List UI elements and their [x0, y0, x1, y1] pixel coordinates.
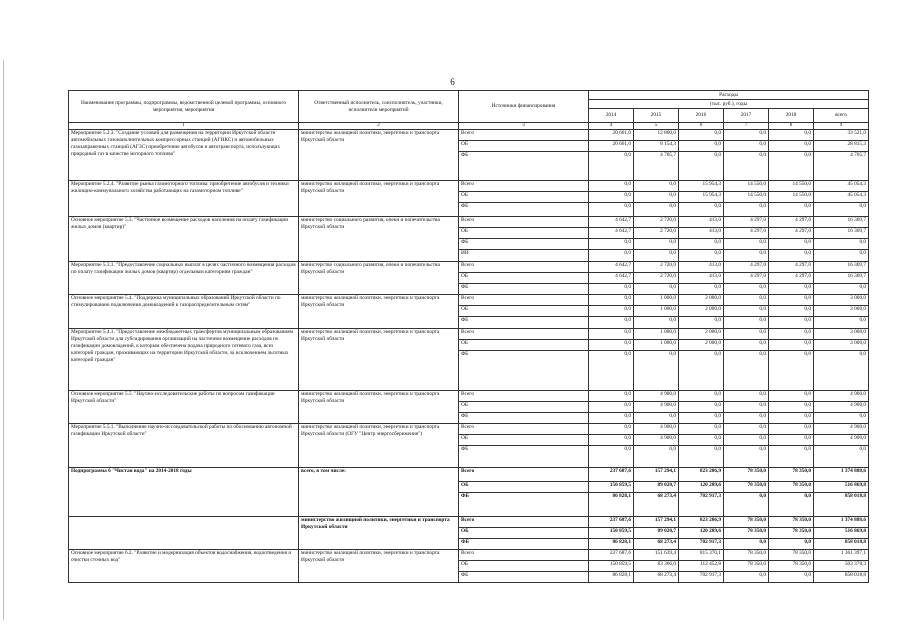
- year-value: 0,0: [769, 239, 814, 250]
- year-value: 4 297,0: [724, 228, 769, 239]
- funding-source: ФБ: [459, 446, 589, 468]
- responsible-executor: министерство социального развития, опеки и попечительства Иркутской области: [299, 217, 459, 262]
- table-row: [69, 517, 869, 528]
- year-value: 0,0: [679, 413, 724, 424]
- year-value: 237 687,6: [589, 468, 634, 482]
- responsible-executor: министерство жилищной политики, энергетики и транспорта Иркутской области: [299, 295, 459, 329]
- funding-source: ОБ: [459, 228, 589, 239]
- year-value: 1 000,0: [634, 329, 679, 340]
- header-year: 2018: [769, 109, 814, 123]
- header-responsible: Ответственный исполнитель, соисполнитель, участники, исполнители мероприятий: [299, 91, 459, 123]
- year-value: 4 900,0: [634, 391, 679, 402]
- year-value: 86 828,1: [589, 539, 634, 550]
- year-value: 0,0: [679, 250, 724, 262]
- year-value: 15 954,3: [679, 192, 724, 203]
- year-value: 2 000,0: [679, 340, 724, 351]
- year-value: 0,0: [589, 203, 634, 217]
- funding-source: Всего: [459, 424, 589, 435]
- funding-source: Всего: [459, 295, 589, 306]
- funding-source: ФБ: [459, 203, 589, 217]
- column-number: 1: [69, 123, 299, 130]
- year-value: 0,0: [769, 446, 814, 468]
- total-value: 3 000,0: [814, 340, 869, 351]
- funding-source: ОБ: [459, 192, 589, 203]
- program-name: Мероприятие 5.4.1. "Предоставление межбюджетных трансфертов муниципальным образованиям Иркутской области для субсидирования организаций на частичное возмещение расходов по газификации домовладений, к которым обеспечена подача природного сетевого газа, всех категорий граждан, проживающих на территории Иркутской области, за исключением льготных категорий граждан": [69, 329, 299, 391]
- year-value: 4 642,7: [589, 228, 634, 239]
- program-name: Основное мероприятие 5.5. "Научно-исследовательские работы по вопросам газификации Иркутской области": [69, 391, 299, 424]
- funding-source: Всего: [459, 130, 589, 141]
- year-value: 702 917,3: [679, 539, 724, 550]
- year-value: 0,0: [679, 130, 724, 141]
- year-value: 0,0: [679, 239, 724, 250]
- year-value: 78 350,0: [724, 482, 769, 493]
- year-value: 157 294,1: [634, 468, 679, 482]
- year-value: 0,0: [589, 250, 634, 262]
- funding-source: ИИ: [459, 250, 589, 262]
- year-value: 0,0: [724, 572, 769, 583]
- table-row: [69, 181, 869, 192]
- funding-source: ОБ: [459, 141, 589, 152]
- total-value: 1 374 888,6: [814, 468, 869, 482]
- year-value: 0,0: [769, 351, 814, 391]
- header-year: 2017: [724, 109, 769, 123]
- year-value: 0,0: [679, 152, 724, 181]
- year-value: 0,0: [634, 413, 679, 424]
- total-value: 1 361 397,1: [814, 550, 869, 561]
- year-value: 0,0: [589, 329, 634, 340]
- total-value: 16 369,7: [814, 262, 869, 273]
- total-value: 503 378,3: [814, 561, 869, 572]
- year-value: 68 273,4: [634, 572, 679, 583]
- funding-source: Всего: [459, 181, 589, 192]
- year-value: 0,0: [679, 402, 724, 413]
- year-value: 4 297,0: [724, 217, 769, 228]
- year-value: 0,0: [724, 203, 769, 217]
- funding-source: ФБ: [459, 152, 589, 181]
- year-value: 0,0: [724, 141, 769, 152]
- year-value: 78 350,0: [769, 482, 814, 493]
- year-value: 413,0: [679, 273, 724, 284]
- funding-source: ФБ: [459, 539, 589, 550]
- year-value: 0,0: [634, 250, 679, 262]
- year-value: 0,0: [679, 203, 724, 217]
- year-value: 2 720,0: [634, 228, 679, 239]
- year-value: 0,0: [769, 306, 814, 317]
- year-value: 0,0: [589, 340, 634, 351]
- funding-source: ОБ: [459, 435, 589, 446]
- year-value: 4 900,0: [634, 435, 679, 446]
- total-value: 4 705,7: [814, 152, 869, 181]
- year-value: 4 297,0: [769, 228, 814, 239]
- responsible-executor: министерство жилищной политики, энергетики и транспорта Иркутской области: [299, 391, 459, 424]
- year-value: 0,0: [769, 141, 814, 152]
- year-value: 0,0: [724, 493, 769, 517]
- program-name: Мероприятие 5.5.1. "Выполнение научно-исследовательской работы по обоснованию автономной газификации Иркутской области": [69, 424, 299, 468]
- year-value: 14 550,0: [724, 181, 769, 192]
- funding-source: Всего: [459, 329, 589, 340]
- year-value: 2 000,0: [679, 329, 724, 340]
- total-value: 0,0: [814, 351, 869, 391]
- funding-source: ФБ: [459, 572, 589, 583]
- year-value: 0,0: [634, 284, 679, 295]
- column-number: 5: [634, 123, 679, 130]
- total-value: 0,0: [814, 239, 869, 250]
- year-value: 20 661,0: [589, 141, 634, 152]
- program-name: Основное мероприятие 5.4. "Поддержка муниципальных образований Иркутской области по стимулированию подключения домовладений к газораспределительным сетям": [69, 295, 299, 329]
- year-value: 0,0: [589, 295, 634, 306]
- table-row: [69, 424, 869, 435]
- year-value: 0,0: [724, 435, 769, 446]
- funding-source: ФБ: [459, 239, 589, 250]
- responsible-executor: всего, в том числе:: [299, 468, 459, 517]
- year-value: 0,0: [769, 493, 814, 517]
- header-expenses: Расходы: [589, 91, 869, 100]
- funding-source: Всего: [459, 391, 589, 402]
- year-value: 78 350,0: [769, 561, 814, 572]
- year-value: 86 828,1: [589, 493, 634, 517]
- year-value: 1 000,0: [634, 306, 679, 317]
- year-value: 4 297,0: [769, 217, 814, 228]
- year-value: 0,0: [769, 284, 814, 295]
- year-value: 0,0: [589, 424, 634, 435]
- year-value: 0,0: [724, 130, 769, 141]
- funding-source: Всего: [459, 517, 589, 528]
- year-value: 0,0: [589, 192, 634, 203]
- year-value: 0,0: [724, 391, 769, 402]
- year-value: 78 350,0: [724, 517, 769, 528]
- year-value: 120 289,6: [679, 528, 724, 539]
- total-value: 858 018,8: [814, 572, 869, 583]
- budget-table: [68, 90, 869, 583]
- responsible-executor: министерство жилищной политики, энергетики и транспорта Иркутской области: [299, 550, 459, 583]
- year-value: 0,0: [769, 250, 814, 262]
- year-value: 4 642,7: [589, 262, 634, 273]
- year-value: 83 366,0: [634, 561, 679, 572]
- year-value: 78 350,0: [724, 561, 769, 572]
- year-value: 0,0: [724, 284, 769, 295]
- responsible-executor: министерство жилищной политики, энергетики и транспорта Иркутской области: [299, 130, 459, 181]
- year-value: 0,0: [634, 192, 679, 203]
- header-year: 2016: [679, 109, 724, 123]
- year-value: 4 297,0: [724, 273, 769, 284]
- year-value: 0,0: [769, 152, 814, 181]
- program-name: Мероприятие 5.2.3. "Создание условий для размещения на территории Иркутской области автомобильных газонаполнительных компрессорных станций (АГНКС) и автомобильных газозаправочных станций (АГЗС) приобретение автобусов и автотранспорта, использующих природный газ в качестве моторного топлива": [69, 130, 299, 181]
- year-value: 0,0: [634, 317, 679, 329]
- year-value: 0,0: [589, 351, 634, 391]
- program-name: Мероприятие 5.2.4. "Развитие рынка газомоторного топлива: приобретение автобусов и техники жилищно-коммунального хозяйства работающих на газомоторном топливе": [69, 181, 299, 217]
- year-value: 0,0: [724, 340, 769, 351]
- funding-source: ФБ: [459, 284, 589, 295]
- funding-source: ОБ: [459, 561, 589, 572]
- year-value: 68 273,4: [634, 539, 679, 550]
- year-value: 78 350,0: [769, 550, 814, 561]
- total-value: 1 374 888,6: [814, 517, 869, 528]
- year-value: 0,0: [679, 284, 724, 295]
- funding-source: Всего: [459, 550, 589, 561]
- year-value: 14 550,0: [769, 181, 814, 192]
- year-value: 0,0: [679, 424, 724, 435]
- column-number: 3: [459, 123, 589, 130]
- total-value: 45 054,3: [814, 192, 869, 203]
- year-value: 0,0: [724, 152, 769, 181]
- year-value: 14 550,0: [769, 192, 814, 203]
- column-number: 6: [679, 123, 724, 130]
- year-value: 823 206,9: [679, 517, 724, 528]
- header-name: Наименование программы, подпрограммы, ведомственной целевой программы, основного мероприятия, мероприятия: [69, 91, 299, 123]
- header-units: (тыс. руб.), годы: [589, 100, 869, 109]
- year-value: 0,0: [724, 446, 769, 468]
- year-value: 0,0: [679, 351, 724, 391]
- year-value: 0,0: [769, 317, 814, 329]
- year-value: 4 642,7: [589, 273, 634, 284]
- year-value: 20 661,0: [589, 130, 634, 141]
- funding-source: ФБ: [459, 351, 589, 391]
- year-value: 0,0: [679, 141, 724, 152]
- year-value: 78 350,0: [769, 517, 814, 528]
- program-name: Основное мероприятие 5.3. "Частичное возмещение расходов населения на оплату газификации жилых домов (квартир)": [69, 217, 299, 262]
- year-value: 0,0: [589, 284, 634, 295]
- funding-source: Всего: [459, 468, 589, 482]
- total-value: 4 900,0: [814, 402, 869, 413]
- year-value: 0,0: [634, 351, 679, 391]
- total-value: 3 000,0: [814, 329, 869, 340]
- year-value: 0,0: [634, 203, 679, 217]
- year-value: 4 900,0: [634, 402, 679, 413]
- year-value: 86 828,1: [589, 572, 634, 583]
- total-value: 3 000,0: [814, 306, 869, 317]
- year-value: 0,0: [589, 181, 634, 192]
- year-value: 0,0: [769, 572, 814, 583]
- table-row: [69, 468, 869, 482]
- total-value: 0,0: [814, 250, 869, 262]
- program-name: Мероприятие 5.3.1. "Предоставление социальных выплат в целях частичного возмещения расходов по оплату газификации жилых домов (квартир) отдельным категориям граждан": [69, 262, 299, 295]
- year-value: 0,0: [769, 329, 814, 340]
- year-value: 0,0: [769, 391, 814, 402]
- year-value: 0,0: [634, 446, 679, 468]
- year-value: 78 350,0: [724, 550, 769, 561]
- year-value: 78 350,0: [724, 468, 769, 482]
- year-value: 12 860,0: [634, 130, 679, 141]
- year-value: 0,0: [769, 413, 814, 424]
- year-value: 151 639,4: [634, 550, 679, 561]
- year-value: 0,0: [679, 446, 724, 468]
- year-value: 150 859,5: [589, 528, 634, 539]
- year-value: 413,0: [679, 262, 724, 273]
- funding-source: ФБ: [459, 317, 589, 329]
- year-value: 0,0: [679, 317, 724, 329]
- year-value: 2 000,0: [679, 306, 724, 317]
- funding-source: ОБ: [459, 402, 589, 413]
- year-value: 78 350,0: [769, 468, 814, 482]
- year-value: 237 687,6: [589, 517, 634, 528]
- year-value: 4 297,0: [724, 262, 769, 273]
- column-number: 7: [724, 123, 769, 130]
- year-value: 2 720,0: [634, 262, 679, 273]
- column-number: 8: [769, 123, 814, 130]
- funding-source: Всего: [459, 262, 589, 273]
- total-value: 0,0: [814, 203, 869, 217]
- funding-source: ФБ: [459, 493, 589, 517]
- year-value: 157 294,1: [634, 517, 679, 528]
- year-value: 0,0: [589, 402, 634, 413]
- column-number: 4: [589, 123, 634, 130]
- year-value: 78 350,0: [724, 528, 769, 539]
- year-value: 0,0: [769, 402, 814, 413]
- year-value: 0,0: [769, 435, 814, 446]
- funding-source: ОБ: [459, 528, 589, 539]
- year-value: 8 154,3: [634, 141, 679, 152]
- column-number: 9: [814, 123, 869, 130]
- year-value: 0,0: [769, 203, 814, 217]
- year-value: 68 273,4: [634, 493, 679, 517]
- year-value: 0,0: [589, 435, 634, 446]
- year-value: 2 000,0: [679, 295, 724, 306]
- year-value: 89 020,7: [634, 528, 679, 539]
- scan-edge-line: [3, 60, 4, 620]
- year-value: 112 452,8: [679, 561, 724, 572]
- year-value: 0,0: [634, 181, 679, 192]
- total-value: 4 900,0: [814, 435, 869, 446]
- year-value: 0,0: [589, 446, 634, 468]
- responsible-executor: министерство социального развития, опеки и попечительства Иркутской области: [299, 262, 459, 295]
- header-year: 2015: [634, 109, 679, 123]
- total-value: 3 000,0: [814, 295, 869, 306]
- year-value: 0,0: [589, 306, 634, 317]
- year-value: 150 859,5: [589, 561, 634, 572]
- total-value: 4 900,0: [814, 424, 869, 435]
- page-number: 6: [450, 77, 455, 87]
- total-value: 45 054,3: [814, 181, 869, 192]
- year-value: 0,0: [724, 351, 769, 391]
- year-value: 0,0: [724, 402, 769, 413]
- total-value: 0,0: [814, 317, 869, 329]
- year-value: 702 917,3: [679, 572, 724, 583]
- table-row: [69, 550, 869, 561]
- year-value: 120 289,6: [679, 482, 724, 493]
- funding-source: ОБ: [459, 340, 589, 351]
- total-value: 16 369,7: [814, 273, 869, 284]
- year-value: 2 720,0: [634, 273, 679, 284]
- year-value: 0,0: [679, 435, 724, 446]
- total-value: 0,0: [814, 284, 869, 295]
- column-number: 2: [299, 123, 459, 130]
- year-value: 1 000,0: [634, 295, 679, 306]
- funding-source: Всего: [459, 217, 589, 228]
- year-value: 4 297,0: [769, 273, 814, 284]
- year-value: 702 917,3: [679, 493, 724, 517]
- total-value: 16 369,7: [814, 228, 869, 239]
- year-value: 0,0: [724, 295, 769, 306]
- funding-source: ОБ: [459, 273, 589, 284]
- total-value: 28 815,3: [814, 141, 869, 152]
- program-name: [69, 517, 299, 550]
- year-value: 4 705,7: [634, 152, 679, 181]
- year-value: 0,0: [724, 306, 769, 317]
- year-value: 0,0: [724, 539, 769, 550]
- table-row: [69, 130, 869, 141]
- total-value: 4 900,0: [814, 391, 869, 402]
- table-row: [69, 329, 869, 340]
- total-value: 516 869,8: [814, 482, 869, 493]
- year-value: 0,0: [589, 239, 634, 250]
- funding-source: ФБ: [459, 413, 589, 424]
- table-row: [69, 262, 869, 273]
- funding-source: ОБ: [459, 306, 589, 317]
- year-value: 0,0: [589, 152, 634, 181]
- year-value: 0,0: [589, 413, 634, 424]
- year-value: 823 206,9: [679, 468, 724, 482]
- year-value: 150 859,5: [589, 482, 634, 493]
- year-value: 0,0: [589, 317, 634, 329]
- table-row: [69, 295, 869, 306]
- year-value: 0,0: [769, 539, 814, 550]
- header-year: всего: [814, 109, 869, 123]
- total-value: 33 521,0: [814, 130, 869, 141]
- responsible-executor: министерство жилищной политики, энергетики и транспорта Иркутской области: [299, 181, 459, 217]
- year-value: 0,0: [724, 413, 769, 424]
- responsible-executor: министерство жилищной политики, энергетики и транспорта Иркутской области: [299, 329, 459, 391]
- total-value: 516 869,8: [814, 528, 869, 539]
- year-value: 815 370,1: [679, 550, 724, 561]
- year-value: 15 954,3: [679, 181, 724, 192]
- year-value: 89 020,7: [634, 482, 679, 493]
- total-value: 0,0: [814, 446, 869, 468]
- responsible-executor: министерство жилищной политики, энергетики и транспорта Иркутской области: [299, 517, 459, 550]
- year-value: 0,0: [634, 239, 679, 250]
- year-value: 4 900,0: [634, 424, 679, 435]
- year-value: 0,0: [769, 424, 814, 435]
- year-value: 0,0: [724, 317, 769, 329]
- year-value: 0,0: [589, 391, 634, 402]
- program-name: Основное мероприятие 6.2. "Развитие и модернизация объектов водоснабжения, водоотведения и очистки сточных вод": [69, 550, 299, 583]
- year-value: 78 350,0: [769, 528, 814, 539]
- year-value: 1 000,0: [634, 340, 679, 351]
- year-value: 413,0: [679, 217, 724, 228]
- total-value: 0,0: [814, 413, 869, 424]
- year-value: 4 642,7: [589, 217, 634, 228]
- year-value: 0,0: [724, 329, 769, 340]
- year-value: 2 720,0: [634, 217, 679, 228]
- year-value: 0,0: [679, 391, 724, 402]
- year-value: 0,0: [769, 295, 814, 306]
- total-value: 16 369,7: [814, 217, 869, 228]
- year-value: 0,0: [724, 250, 769, 262]
- header-year: 2014: [589, 109, 634, 123]
- program-name: Подпрограмма 6 "Чистая вода" на 2014-2018 годы: [69, 468, 299, 517]
- header-sources: Источники финансирования: [459, 91, 589, 123]
- year-value: 0,0: [724, 424, 769, 435]
- year-value: 237 687,6: [589, 550, 634, 561]
- year-value: 0,0: [724, 239, 769, 250]
- table-row: [69, 391, 869, 402]
- year-value: 0,0: [769, 130, 814, 141]
- year-value: 413,0: [679, 228, 724, 239]
- responsible-executor: министерство жилищной политики, энергетики и транспорта Иркутской области (ОГУ "Центр энергосбережения"): [299, 424, 459, 468]
- total-value: 858 018,8: [814, 493, 869, 517]
- table-row: [69, 217, 869, 228]
- total-value: 858 018,8: [814, 539, 869, 550]
- year-value: 0,0: [769, 340, 814, 351]
- funding-source: ОБ: [459, 482, 589, 493]
- year-value: 14 550,0: [724, 192, 769, 203]
- year-value: 4 297,0: [769, 262, 814, 273]
